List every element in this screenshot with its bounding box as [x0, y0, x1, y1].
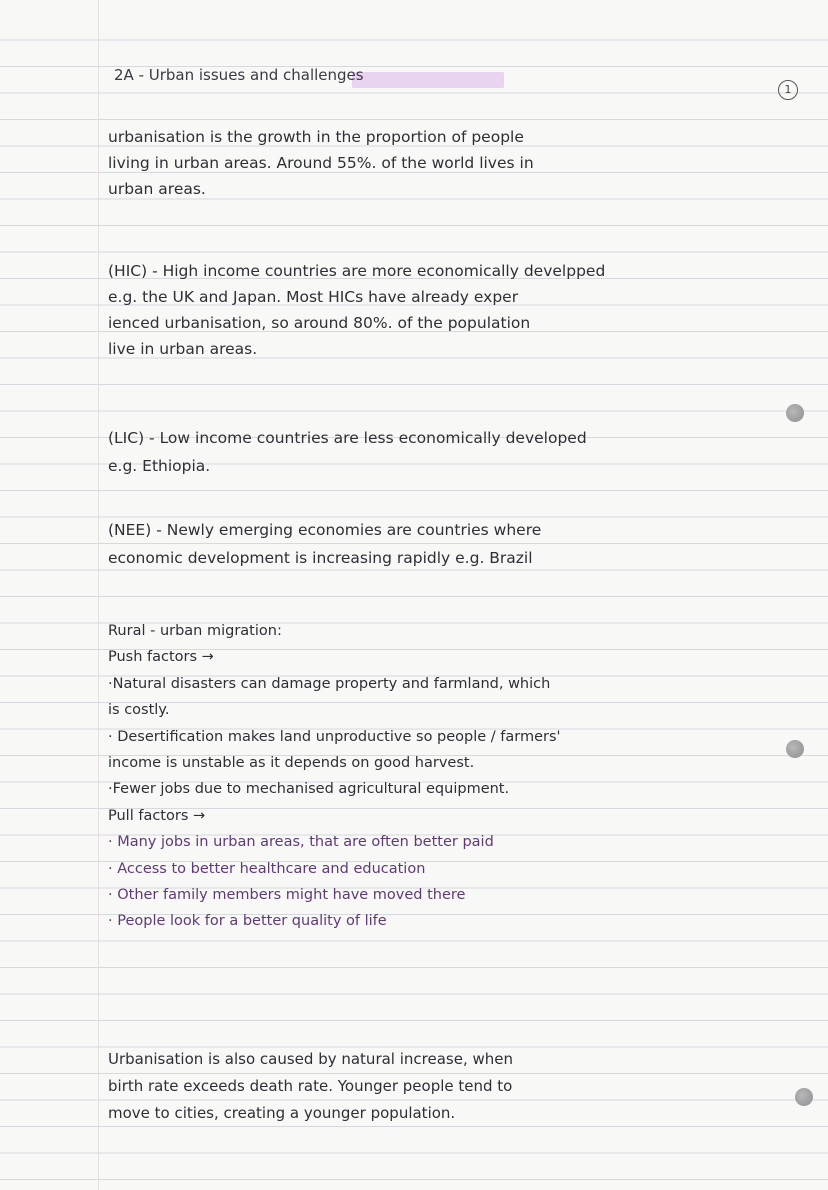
text-line: live in urban areas.	[108, 340, 258, 358]
hic-definition	[108, 258, 605, 362]
punch-hole	[786, 404, 804, 422]
migration-section	[108, 618, 561, 935]
punch-hole	[786, 740, 804, 758]
text-line: economic development is increasing rapidly e.g. Brazil	[108, 549, 533, 567]
push-factor-item: is costly.	[108, 702, 170, 719]
page-title: 2A - Urban issues and challenges	[114, 66, 364, 84]
page-number: 1	[778, 80, 798, 100]
text-line: urbanisation is the growth in the proportion of people	[108, 128, 524, 146]
text-line: urban areas.	[108, 180, 206, 198]
text-line: e.g. Ethiopia.	[108, 457, 211, 475]
push-factor-item: ·Fewer jobs due to mechanised agricultural equipment.	[108, 781, 510, 798]
text-line: birth rate exceeds death rate. Younger people tend to	[108, 1077, 513, 1095]
push-factor-item: income is unstable as it depends on good harvest.	[108, 755, 475, 772]
punch-hole	[795, 1088, 813, 1106]
pull-factor-item: · Access to better healthcare and education	[108, 860, 426, 877]
pull-factor-item: · Many jobs in urban areas, that are often better paid	[108, 834, 494, 851]
push-factor-item: · Desertification makes land unproductive so people / farmers'	[108, 728, 561, 745]
push-factors-heading: Push factors →	[108, 649, 214, 666]
title-highlight	[352, 72, 504, 88]
urbanisation-definition	[108, 124, 534, 202]
natural-increase-paragraph	[108, 1046, 513, 1127]
text-line: e.g. the UK and Japan. Most HICs have already exper	[108, 288, 519, 306]
pull-factors-heading: Pull factors →	[108, 807, 206, 824]
pull-factor-item: · People look for a better quality of life	[108, 913, 387, 930]
text-line: Urbanisation is also caused by natural increase, when	[108, 1050, 514, 1068]
text-line: (LIC) - Low income countries are less economically developed	[108, 429, 587, 447]
push-factor-item: ·Natural disasters can damage property and farmland, which	[108, 675, 551, 692]
text-line: (HIC) - High income countries are more economically develpped	[108, 262, 606, 280]
text-line: living in urban areas. Around 55%. of the world lives in	[108, 154, 534, 172]
pull-factor-item: · Other family members might have moved there	[108, 887, 466, 904]
text-line: (NEE) - Newly emerging economies are countries where	[108, 521, 542, 539]
migration-heading: Rural - urban migration:	[108, 623, 282, 639]
nee-definition	[108, 516, 541, 572]
text-line: move to cities, creating a younger population.	[108, 1104, 456, 1122]
lic-definition	[108, 424, 587, 480]
text-line: ienced urbanisation, so around 80%. of the population	[108, 314, 531, 332]
margin-line	[98, 0, 99, 1190]
